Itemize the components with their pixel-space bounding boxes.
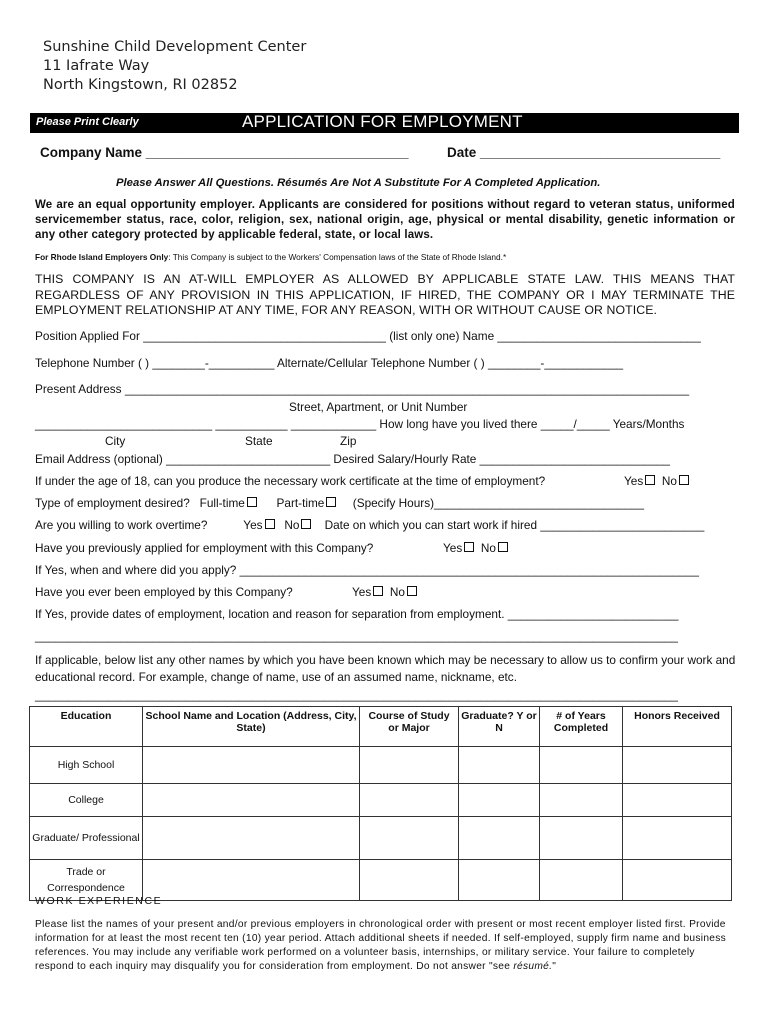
table-cell[interactable] bbox=[459, 747, 540, 784]
col-honors: Honors Received bbox=[623, 707, 732, 747]
table-cell[interactable] bbox=[623, 747, 732, 784]
col-course: Course of Study or Major bbox=[360, 707, 459, 747]
overtime-question: Are you willing to work overtime? bbox=[35, 518, 208, 532]
ri-note-label: For Rhode Island Employers Only bbox=[35, 252, 169, 262]
overtime-yes-checkbox[interactable] bbox=[265, 519, 275, 529]
position-name-field[interactable]: Position Applied For _____________________________________ (list only one) Name _______________________________ bbox=[35, 329, 701, 343]
parttime-checkbox[interactable] bbox=[326, 497, 336, 507]
city-caption: City bbox=[105, 434, 126, 448]
work-text: Please list the names of your present and/or previous employers in chronological order with present or most recent employer listed first. Provide information for at least the most recent ten (10) year period. Attach additional sheets if needed. If self-employed, supply firm name and business references. You may include any verifiable work performed on a volunteer basis, internships, or military service. Your failure to completely respond to each inquiry may disqualify you for consideration from employment. Do not answer "see bbox=[35, 919, 727, 972]
col-graduate: Graduate? Y or N bbox=[459, 707, 540, 747]
work-experience-instructions bbox=[35, 918, 735, 974]
other-names-instructions: If applicable, below list any other names by which you have been known which may be necessary to allow us to confirm your work and educational record. For example, change of name, use of an assumed name, nickname, etc. bbox=[35, 653, 736, 684]
table-cell[interactable] bbox=[360, 747, 459, 784]
table-cell[interactable] bbox=[459, 860, 540, 901]
table-cell[interactable] bbox=[540, 747, 623, 784]
work-experience-heading: WORK EXPERIENCE bbox=[35, 895, 163, 907]
yes-label: Yes bbox=[352, 585, 372, 599]
no-label: No bbox=[284, 518, 300, 532]
ri-note-text: : This Company is subject to the Workers' Compensation laws of the State of Rhode Island.* bbox=[168, 252, 507, 262]
no-checkbox[interactable] bbox=[498, 542, 508, 552]
prev-applied-answer[interactable] bbox=[443, 541, 508, 555]
table-cell[interactable] bbox=[143, 817, 360, 860]
table-cell[interactable] bbox=[143, 860, 360, 901]
table-cell[interactable] bbox=[540, 784, 623, 817]
table-cell[interactable] bbox=[360, 784, 459, 817]
table-row bbox=[30, 817, 732, 860]
dates-reason-field[interactable]: If Yes, provide dates of employment, location and reason for separation from employment. __________________________ bbox=[35, 607, 679, 621]
overtime-no-checkbox[interactable] bbox=[301, 519, 311, 529]
employment-type-row bbox=[35, 496, 644, 510]
employment-type-question: Type of employment desired? bbox=[35, 496, 190, 510]
date-field[interactable]: Date ________________________________ bbox=[447, 145, 721, 160]
email-salary-field[interactable]: Email Address (optional) _________________________ Desired Salary/Hourly Rate _____________________________ bbox=[35, 452, 670, 466]
header-org: Sunshine Child Development Center bbox=[43, 39, 307, 55]
table-cell[interactable] bbox=[360, 817, 459, 860]
zip-caption: Zip bbox=[340, 434, 357, 448]
header-street: 11 Iafrate Way bbox=[43, 58, 150, 74]
table-cell[interactable] bbox=[143, 747, 360, 784]
table-cell[interactable] bbox=[623, 860, 732, 901]
when-where-field[interactable]: If Yes, when and where did you apply? ______________________________________________________________________ bbox=[35, 563, 699, 577]
col-school: School Name and Location (Address, City, State) bbox=[143, 707, 360, 747]
table-cell[interactable] bbox=[360, 860, 459, 901]
eoe-statement: We are an equal opportunity employer. Applicants are considered for positions without regard to veteran status, uniformed servicemember status, race, color, religion, sex, national origin, age, physical or mental disability, genetic information or any other category protected by applicable federal, state, or local laws. bbox=[35, 199, 735, 241]
overtime-row bbox=[35, 518, 704, 532]
row-label: Trade or Correspondence bbox=[30, 860, 143, 901]
table-row bbox=[30, 784, 732, 817]
yes-label: Yes bbox=[624, 474, 644, 488]
under-18-question: If under the age of 18, can you produce the necessary work certificate at the time of employment? bbox=[35, 474, 546, 488]
city-state-zip-field[interactable]: ___________________________ ___________ _____________ How long have you lived there _____/_____ Years/Months bbox=[35, 417, 685, 431]
col-years: # of Years Completed bbox=[540, 707, 623, 747]
telephone-field[interactable]: Telephone Number ( ) ________-__________ Alternate/Cellular Telephone Number ( ) ________-____________ bbox=[35, 356, 624, 370]
start-date-field[interactable]: Date on which you can start work if hired _________________________ bbox=[324, 518, 705, 532]
no-label: No bbox=[661, 474, 677, 488]
row-label: College bbox=[30, 784, 143, 817]
print-clearly-label: Please Print Clearly bbox=[36, 116, 139, 128]
form-title: APPLICATION FOR EMPLOYMENT bbox=[242, 112, 523, 131]
table-cell[interactable] bbox=[623, 784, 732, 817]
other-names-line[interactable]: __________________________________________________________________________________________________ bbox=[35, 688, 678, 702]
present-address-field[interactable]: Present Address ______________________________________________________________________________________ bbox=[35, 382, 690, 396]
yes-label: Yes bbox=[243, 518, 263, 532]
specify-hours-field[interactable]: (Specify Hours)________________________________ bbox=[352, 496, 645, 510]
table-cell[interactable] bbox=[623, 817, 732, 860]
row-label: High School bbox=[30, 747, 143, 784]
resume-word: résumé. bbox=[513, 961, 553, 972]
prev-applied-question: Have you previously applied for employment with this Company? bbox=[35, 541, 374, 555]
no-label: No bbox=[389, 585, 405, 599]
fulltime-label: Full-time bbox=[199, 496, 245, 510]
row-label: Graduate/ Professional bbox=[30, 817, 143, 860]
table-cell[interactable] bbox=[459, 784, 540, 817]
table-cell[interactable] bbox=[143, 784, 360, 817]
no-label: No bbox=[480, 541, 496, 555]
yes-checkbox[interactable] bbox=[373, 586, 383, 596]
table-cell[interactable] bbox=[540, 817, 623, 860]
under-18-answer[interactable] bbox=[624, 474, 689, 488]
education-table bbox=[29, 706, 732, 901]
no-checkbox[interactable] bbox=[407, 586, 417, 596]
parttime-label: Part-time bbox=[276, 496, 325, 510]
education-header-row bbox=[30, 707, 732, 747]
no-checkbox[interactable] bbox=[679, 475, 689, 485]
ri-note bbox=[35, 252, 506, 262]
work-close-quote: " bbox=[552, 961, 557, 972]
answer-all-notice: Please Answer All Questions. Résumés Are Not A Substitute For A Completed Application. bbox=[116, 177, 601, 189]
title-banner bbox=[30, 113, 739, 133]
table-cell[interactable] bbox=[459, 817, 540, 860]
prev-employed-answer[interactable] bbox=[352, 585, 417, 599]
company-name-field[interactable]: Company Name ___________________________________ bbox=[40, 145, 409, 160]
fulltime-checkbox[interactable] bbox=[247, 497, 257, 507]
at-will-statement: THIS COMPANY IS AN AT-WILL EMPLOYER AS ALLOWED BY APPLICABLE STATE LAW. THIS MEANS THAT REGARDLESS OF ANY PROVISION IN THIS APPLICATION, IF HIRED, THE COMPANY OR I MAY TERMINATE THE EMPLOYMENT RELATIONSHIP AT ANY TIME, FOR ANY REASON, WITH OR WITHOUT CAUSE OR NOTICE. bbox=[35, 272, 735, 317]
state-caption: State bbox=[245, 434, 273, 448]
table-cell[interactable] bbox=[540, 860, 623, 901]
col-education: Education bbox=[30, 707, 143, 747]
blank-line[interactable]: __________________________________________________________________________________________________ bbox=[35, 629, 678, 643]
prev-employed-question: Have you ever been employed by this Company? bbox=[35, 585, 293, 599]
yes-checkbox[interactable] bbox=[645, 475, 655, 485]
header-city: North Kingstown, RI 02852 bbox=[43, 77, 238, 93]
street-caption: Street, Apartment, or Unit Number bbox=[289, 400, 468, 414]
table-row bbox=[30, 747, 732, 784]
yes-label: Yes bbox=[443, 541, 463, 555]
yes-checkbox[interactable] bbox=[464, 542, 474, 552]
